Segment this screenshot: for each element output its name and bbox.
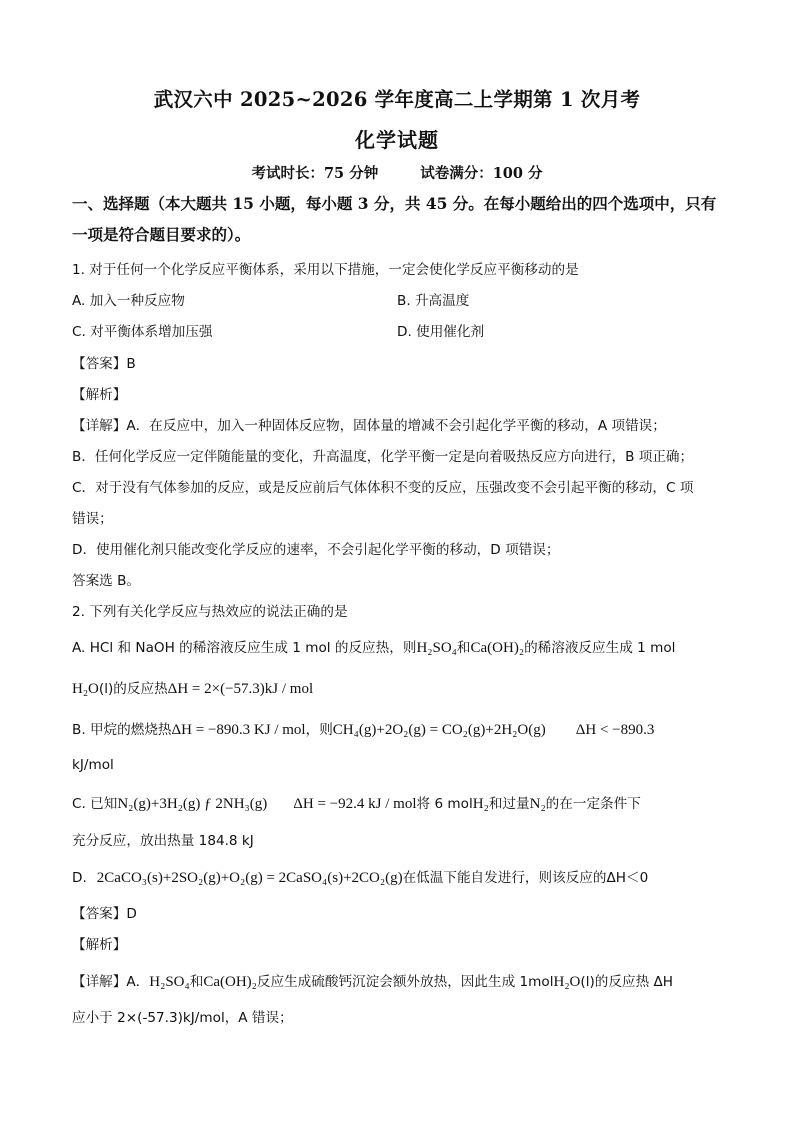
q1-detail-d: D．使用催化剂只能改变化学反应的速率，不会引起化学平衡的移动，D 项错误；	[72, 542, 560, 558]
q1-option-c: C. 对平衡体系增加压强	[72, 324, 213, 340]
q2-option-a-line-2: H₂O(l)的反应热ΔH = 2×(−57.3)kJ / mol	[72, 681, 314, 697]
h2o-formula: H₂O	[72, 681, 99, 697]
q1-analysis-label: 【解析】	[72, 387, 127, 403]
q1-option-d: D. 使用催化剂	[397, 324, 485, 340]
q1-answer: 【答案】B	[72, 356, 136, 372]
q1-detail-a: 【详解】A．在反应中，加入一种固体反应物，固体量的增减不会引起化学平衡的移动，A 项错误；	[72, 418, 666, 434]
desulfurization-equation: 2CaCO₃(s)+2SO₂(g)+O₂(g) = 2CaSO₄(s)+2CO₂(g)	[96, 870, 403, 886]
q2-option-b-line-1: B. 甲烷的燃烧热ΔH = −890.3 KJ / mol，则CH₄(g)+2O₂(g) = CO₂(g)+2H₂O(g) ΔH < −890.3	[72, 722, 655, 738]
q2-answer: 【答案】D	[72, 906, 137, 922]
exam-title: 武汉六中 2025~2026 学年度高二上学期第 1 次月考	[153, 88, 641, 111]
q1-detail-c-line-2: 错误；	[72, 511, 113, 527]
delta-h-formula: ΔH = −92.4 kJ / mol	[293, 796, 417, 812]
q2-option-b-line-2: kJ/mol	[72, 757, 114, 773]
q1-stem: 1. 对于任何一个化学反应平衡体系，采用以下措施，一定会使化学反应平衡移动的是	[72, 262, 579, 278]
q2-analysis-label: 【解析】	[72, 937, 127, 953]
q2-detail-a-line-1: 【详解】A．H₂SO₄和Ca(OH)₂反应生成硫酸钙沉淀会额外放热，因此生成 1molH₂O(l)的反应热 ΔH	[72, 974, 674, 990]
q1-option-b: B. 升高温度	[397, 293, 470, 309]
delta-h-formula: ΔH = 2×(−57.3)kJ / mol	[167, 681, 314, 697]
methane-combustion-equation: CH₄(g)+2O₂(g) = CO₂(g)+2H₂O(g)	[332, 722, 546, 738]
h2so4-formula: H₂SO₄	[416, 640, 457, 656]
q1-detail-b: B．任何化学反应一定伴随能量的变化，升高温度，化学平衡一定是向着吸热反应方向进行，B 项正确；	[72, 449, 694, 465]
exam-meta	[0, 162, 794, 183]
delta-h-formula: ΔH = −890.3 KJ / mol	[171, 722, 306, 738]
q2-stem: 2. 下列有关化学反应与热效应的说法正确的是	[72, 604, 348, 620]
q1-option-a: A. 加入一种反应物	[72, 293, 185, 309]
exam-duration: 考试时长：75 分钟	[251, 165, 379, 182]
section-heading-line-2: 一项是符合题目要求的）。	[72, 225, 251, 244]
q2-option-d: D. 2CaCO₃(s)+2SO₂(g)+O₂(g) = 2CaSO₄(s)+2CO₂(g)在低温下能自发进行，则该反应的ΔH＜0	[72, 870, 649, 886]
section-heading	[72, 188, 732, 250]
exam-full-score: 试卷满分：100 分	[420, 165, 543, 182]
q1-conclusion: 答案选 B。	[72, 573, 141, 589]
q2-detail-a-line-2: 应小于 2×(-57.3)kJ/mol，A 错误；	[72, 1010, 293, 1026]
caoh2-formula: Ca(OH)₂	[470, 640, 525, 656]
ammonia-synthesis-equation: N₂(g)+3H₂(g) ƒ 2NH₃(g)	[117, 796, 268, 812]
section-heading-line-1: 一、选择题（本大题共 15 小题，每小题 3 分，共 45 分。在每小题给出的四个选项中，只有	[72, 194, 717, 213]
exam-subtitle: 化学试题	[355, 128, 439, 152]
q2-option-a-line-1: A. HCl 和 NaOH 的稀溶液反应生成 1 mol 的反应热，则H₂SO₄和Ca(OH)₂的稀溶液反应生成 1 mol	[72, 640, 676, 656]
q1-detail-c-line-1: C．对于没有气体参加的反应，或是反应前后气体体积不变的反应，压强改变不会引起平衡的移动，C 项	[72, 480, 694, 496]
q2-option-c-line-2: 充分反应，放出热量 184.8 kJ	[72, 833, 254, 849]
delta-h-formula: ΔH < −890.3	[575, 722, 655, 738]
q2-option-c-line-1: C. 已知N₂(g)+3H₂(g) ƒ 2NH₃(g) ΔH = −92.4 kJ / mol将 6 molH₂和过量N₂的在一定条件下	[72, 796, 641, 812]
